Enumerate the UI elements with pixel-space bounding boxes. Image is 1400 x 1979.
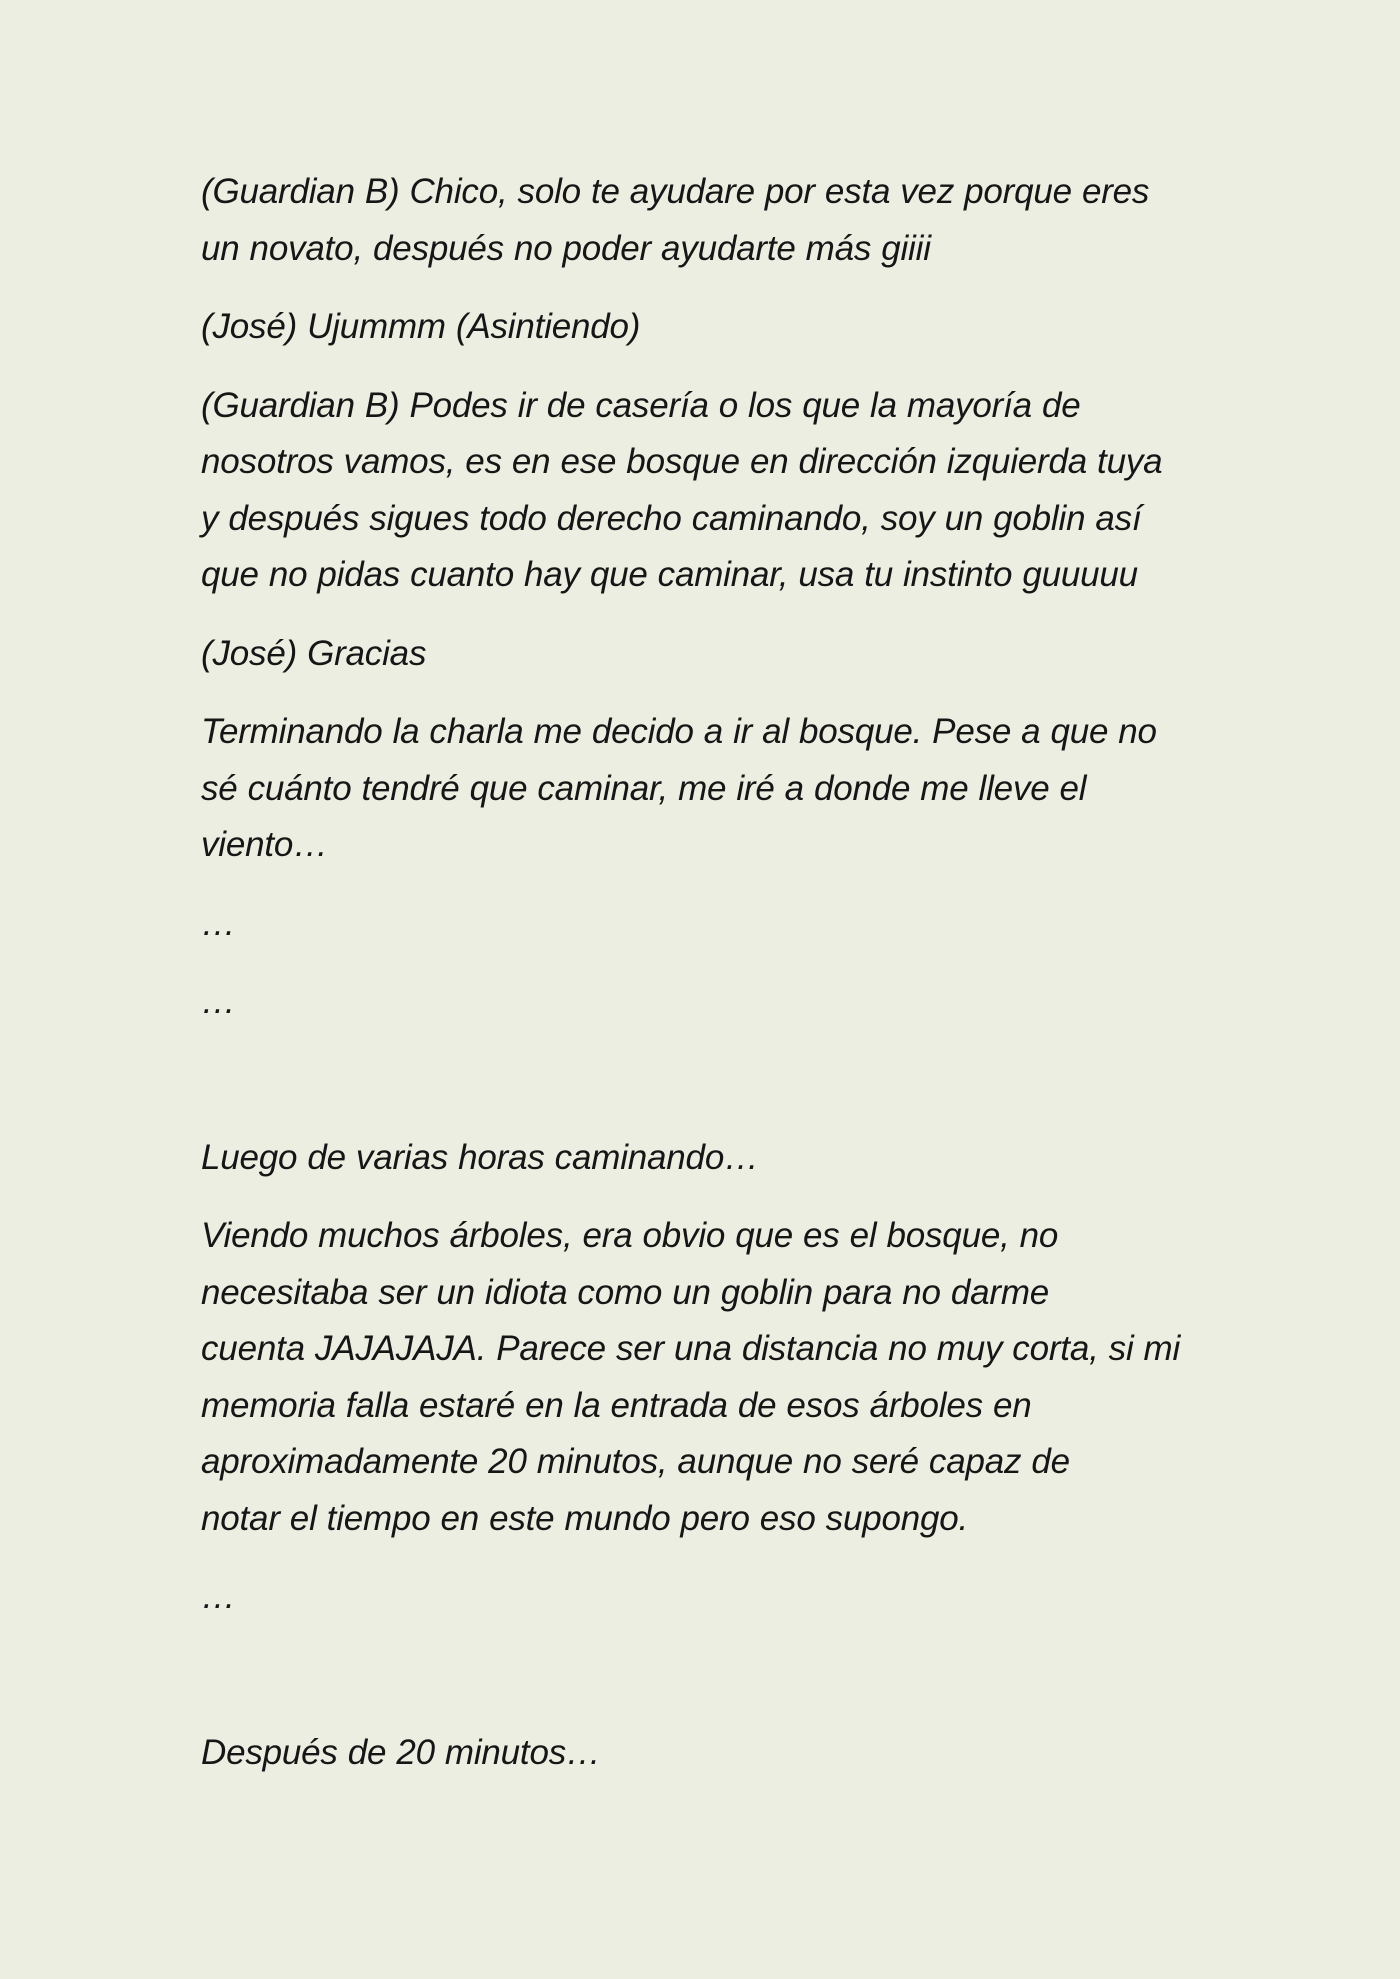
dialogue-guardian-b (201, 164, 1201, 277)
narration-paragraph (201, 1725, 1201, 1782)
text-line: sé cuánto tendré que caminar, me iré a donde me lleve el (201, 768, 1087, 808)
text-line: (José) Gracias (201, 633, 427, 673)
text-line: Después de 20 minutos… (201, 1732, 601, 1772)
dialogue-guardian-b (201, 378, 1201, 604)
story-text (201, 164, 1201, 1803)
text-line: y después sigues todo derecho caminando, soy un goblin así (201, 498, 1142, 538)
text-line: … (201, 982, 236, 1021)
narration-paragraph (201, 1130, 1201, 1187)
ellipsis-break (201, 1569, 1201, 1626)
text-line: aproximadamente 20 minutos, aunque no seré capaz de (201, 1442, 1070, 1481)
text-line: notar el tiempo en este mundo pero eso supongo. (201, 1498, 969, 1538)
text-line: Terminando la charla me decido a ir al bosque. Pese a que no (201, 712, 1157, 751)
ellipsis-break (201, 974, 1201, 1031)
text-line: (José) Ujummm (Asintiendo) (201, 307, 641, 346)
text-line: que no pidas cuanto hay que caminar, usa tu instinto guuuuu (201, 555, 1138, 594)
narration-paragraph (201, 1208, 1201, 1547)
text-line: viento… (201, 825, 328, 864)
text-line: … (201, 1577, 236, 1616)
text-line: (Guardian B) Chico, solo te ayudare por esta vez porque eres (201, 172, 1150, 211)
text-line: un novato, después no poder ayudarte más giiii (201, 228, 931, 268)
text-line: necesitaba ser un idiota como un goblin para no darme (201, 1272, 1050, 1312)
narration-paragraph (201, 704, 1201, 874)
text-line: nosotros vamos, es en ese bosque en dirección izquierda tuya (201, 442, 1163, 481)
text-line: memoria falla estaré en la entrada de esos árboles en (201, 1385, 1032, 1425)
text-line: Viendo muchos árboles, era obvio que es el bosque, no (201, 1216, 1059, 1255)
text-line: cuenta JAJAJAJA. Parece ser una distancia no muy corta, si mi (201, 1329, 1181, 1368)
dialogue-jose (201, 299, 1201, 356)
text-line: Luego de varias horas caminando… (201, 1137, 759, 1177)
dialogue-jose (201, 626, 1201, 683)
ellipsis-break (201, 896, 1201, 953)
text-line: (Guardian B) Podes ir de casería o los que la mayoría de (201, 385, 1081, 425)
text-line: … (201, 903, 236, 943)
